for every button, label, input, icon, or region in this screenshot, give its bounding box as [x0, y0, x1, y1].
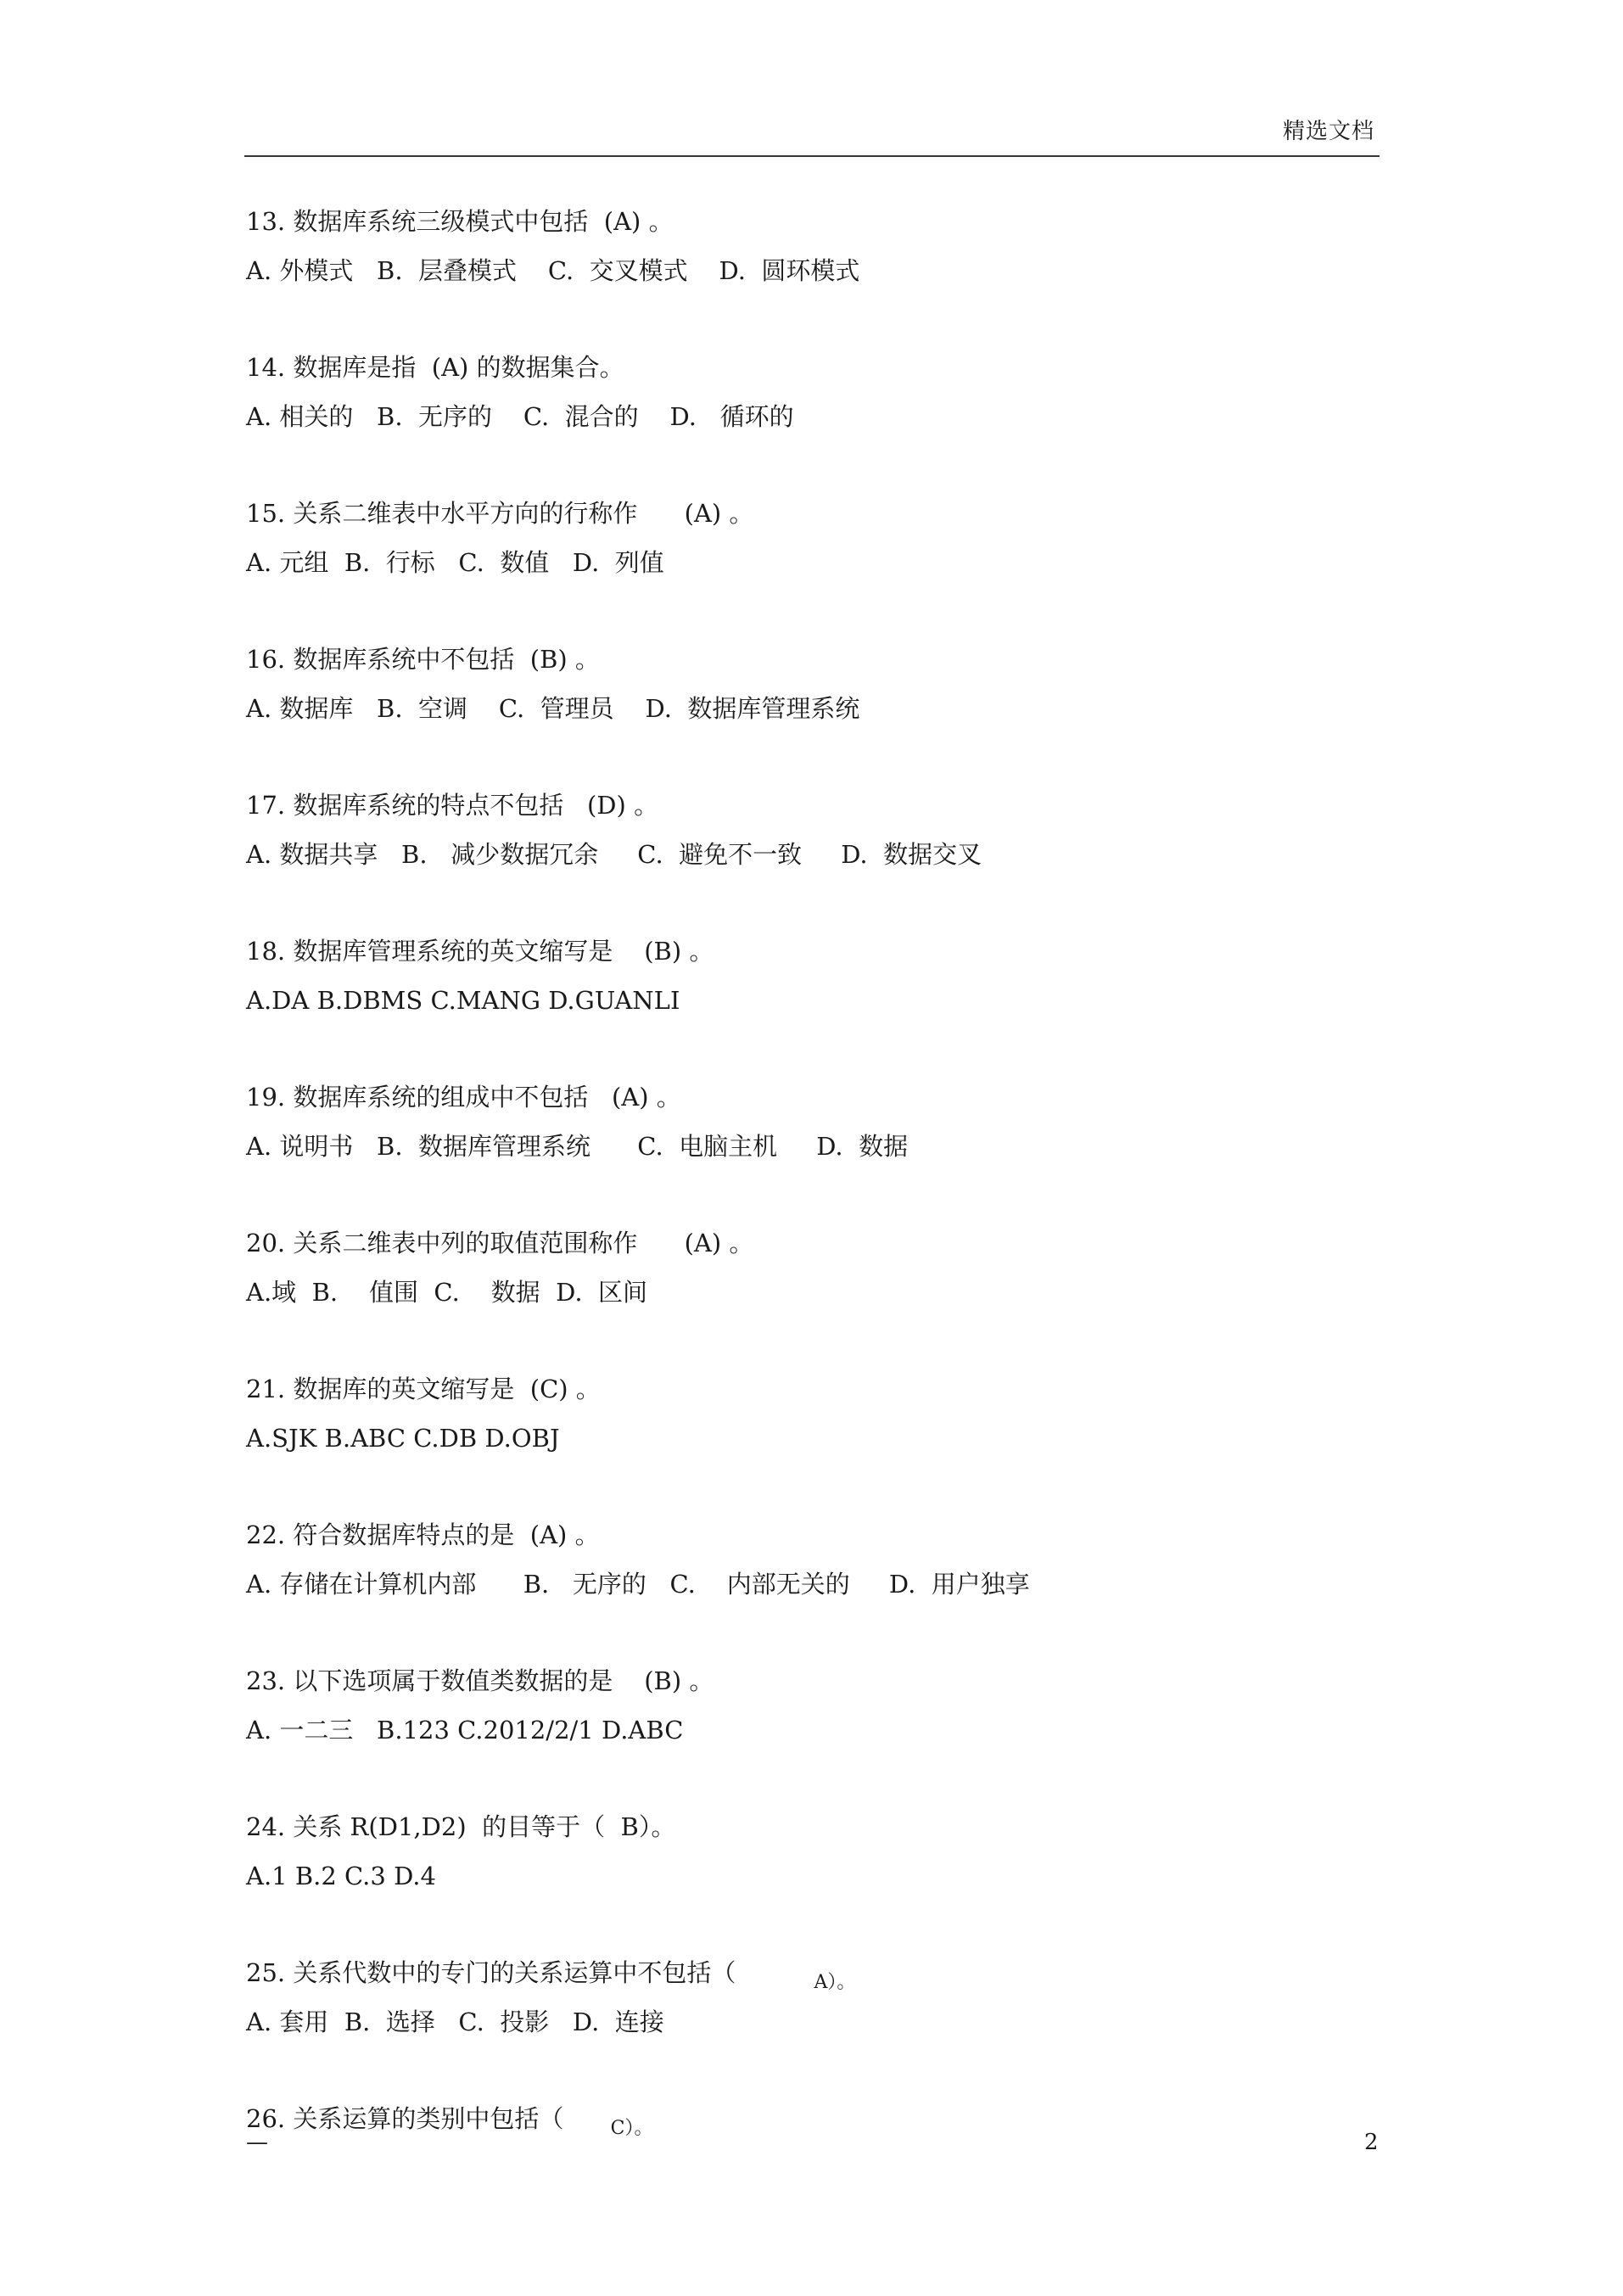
question-answer-small: C）。: [610, 2118, 653, 2139]
question-23: [246, 1656, 1383, 1755]
question-17: [246, 781, 1383, 879]
question-text: 15. 关系二维表中水平方向的行称作 (A) 。: [246, 499, 754, 528]
question-24: [246, 1802, 1383, 1901]
question-26: [246, 2094, 1383, 2143]
question-15: [246, 489, 1383, 587]
question-options: A. 套用 B. 选择 C. 投影 D. 连接: [246, 2008, 664, 2036]
page-number: 2: [1364, 2130, 1379, 2155]
question-25: [246, 1948, 1383, 2047]
question-text: [246, 2094, 1383, 2143]
question-14: [246, 343, 1383, 441]
question-text: 23. 以下选项属于数值类数据的是 (B) 。: [246, 1666, 714, 1695]
question-text: [246, 1948, 1383, 1997]
question-13: [246, 197, 1383, 295]
question-options: A. 一二三 B.123 C.2012/2/1 D.ABC: [246, 1716, 684, 1744]
question-text: 16. 数据库系统中不包括 (B) 。: [246, 645, 600, 674]
question-options: A. 说明书 B. 数据库管理系统 C. 电脑主机 D. 数据: [246, 1132, 909, 1161]
header-divider: [244, 155, 1380, 157]
page-header-label: 精选文档: [1283, 119, 1375, 144]
question-text: 20. 关系二维表中列的取值范围称作 (A) 。: [246, 1229, 754, 1257]
question-22: [246, 1510, 1383, 1609]
question-19: [246, 1072, 1383, 1171]
question-options: A. 数据库 B. 空调 C. 管理员 D. 数据库管理系统: [246, 694, 860, 723]
question-text: 17. 数据库系统的特点不包括 (D) 。: [246, 791, 659, 820]
footer-dash: —: [246, 2130, 268, 2155]
question-options: A.域 B. 值围 C. 数据 D. 区间: [246, 1278, 647, 1307]
question-text: 13. 数据库系统三级模式中包括 (A) 。: [246, 207, 674, 236]
question-options: A. 相关的 B. 无序的 C. 混合的 D. 循环的: [246, 402, 794, 431]
question-text: 21. 数据库的英文缩写是 (C) 。: [246, 1375, 601, 1403]
question-16: [246, 635, 1383, 733]
question-20: [246, 1218, 1383, 1317]
question-options: A.1 B.2 C.3 D.4: [246, 1862, 436, 1890]
question-options: A.DA B.DBMS C.MANG D.GUANLI: [246, 986, 680, 1015]
question-18: [246, 927, 1383, 1025]
question-options: A. 数据共享 B. 减少数据冗余 C. 避免不一致 D. 数据交叉: [246, 840, 982, 869]
question-options: A.SJK B.ABC C.DB D.OBJ: [246, 1424, 560, 1453]
question-text: 19. 数据库系统的组成中不包括 (A) 。: [246, 1083, 681, 1112]
question-text: 14. 数据库是指 (A) 的数据集合。: [246, 353, 624, 382]
question-21: [246, 1364, 1383, 1463]
question-text-main: 25. 关系代数中的专门的关系运算中不包括（: [246, 1958, 814, 1987]
question-answer-small: A）。: [814, 1972, 856, 1993]
question-text: 18. 数据库管理系统的英文缩写是 (B) 。: [246, 937, 714, 966]
question-options: A. 存储在计算机内部 B. 无序的 C. 内部无关的 D. 用户独享: [246, 1570, 1030, 1599]
question-options: A. 元组 B. 行标 C. 数值 D. 列值: [246, 548, 664, 577]
question-list: [246, 197, 1383, 2143]
question-text-main: 26. 关系运算的类别中包括（: [246, 2104, 611, 2133]
question-text: 22. 符合数据库特点的是 (A) 。: [246, 1520, 600, 1549]
question-options: A. 外模式 B. 层叠模式 C. 交叉模式 D. 圆环模式: [246, 256, 860, 285]
question-text: 24. 关系 R(D1,D2) 的目等于（ B）。: [246, 1812, 676, 1841]
